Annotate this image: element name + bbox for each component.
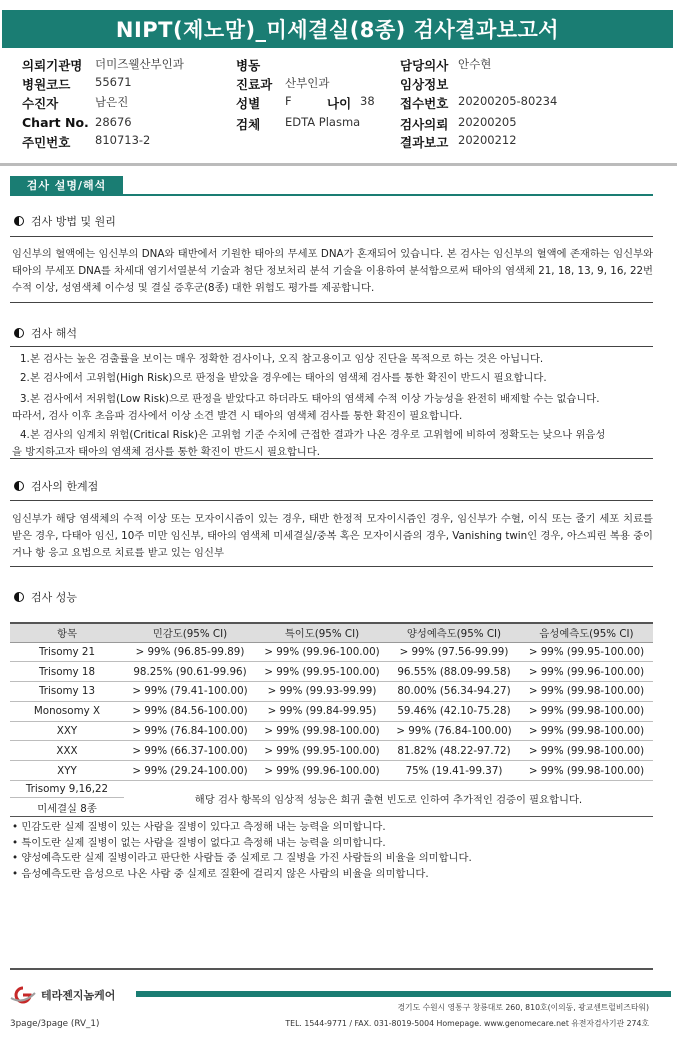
report-value: 20200212 — [458, 133, 517, 147]
footer-divider — [10, 968, 653, 970]
ward-label: 병동 — [236, 58, 261, 73]
table-cell: 98.25% (90.61-99.96) — [124, 662, 256, 682]
institution-label: 의뢰기관명 — [22, 58, 83, 73]
specimen-value: EDTA Plasma — [285, 115, 361, 129]
age-value: 38 — [360, 94, 375, 108]
table-row — [10, 761, 653, 781]
table-cell: > 99% (99.98-100.00) — [520, 721, 653, 741]
table-row — [10, 781, 653, 817]
item-trisomy-9-16-22: Trisomy 9,16,22 — [25, 782, 109, 795]
footnote: • 민감도란 실제 질병이 있는 사람을 질병이 있다고 측정해 내는 능력을 의미합니다. — [12, 821, 386, 833]
table-header-row — [10, 623, 653, 642]
divider — [10, 458, 653, 459]
table-cell: 59.46% (42.10-75.28) — [388, 701, 520, 721]
age-label: 나이 — [327, 96, 352, 111]
item-number: 2. — [20, 372, 30, 384]
table-cell: > 99% (97.56-99.99) — [388, 642, 520, 662]
footnotes — [12, 820, 653, 882]
table-row — [10, 642, 653, 662]
chart-value: 28676 — [95, 115, 132, 129]
report-title: NIPT(제노맘)_미세결실(8종) 검사결과보고서 — [2, 10, 673, 48]
table-row — [10, 701, 653, 721]
table-cell: > 99% (99.95-100.00) — [256, 662, 388, 682]
list-item — [12, 427, 653, 444]
request-label: 검사의뢰 — [400, 117, 449, 132]
code-value: 55671 — [95, 75, 132, 89]
table-cell: XXX — [10, 741, 124, 761]
g-logo-icon — [9, 985, 37, 1005]
item-text-continued: 을 방지하고자 태아의 염색체 검사를 통한 확진이 반드시 필요합니다. — [12, 446, 320, 458]
specimen-label: 검체 — [236, 117, 261, 132]
interpretation-list — [12, 351, 653, 461]
table-cell: XXY — [10, 721, 124, 741]
list-item — [12, 391, 653, 408]
company-contact: TEL. 1544-9771 / FAX. 031-8019-5004 Homepage. www.genomecare.net 유전자검사기관 274호 — [285, 1019, 649, 1028]
table-cell: > 99% (99.95-100.00) — [520, 642, 653, 662]
list-item — [12, 370, 653, 387]
table-cell: 81.82% (48.22-97.72) — [388, 741, 520, 761]
examinee-value: 남은진 — [95, 95, 129, 109]
id-value: 810713-2 — [95, 133, 151, 147]
column-header: 민감도(95% CI) — [124, 623, 256, 642]
table-cell: 80.00% (56.34-94.27) — [388, 682, 520, 702]
divider — [10, 302, 653, 303]
item-text: 본 검사에서 저위험(Low Risk)으로 판정을 받았다고 하더라도 태아의 염색체 수적 이상 가능성을 완전히 배제할 수는 없습니다. — [30, 393, 600, 405]
info-divider — [0, 163, 677, 166]
company-logo — [9, 985, 115, 1005]
divider — [10, 500, 653, 501]
table-cell: XYY — [10, 761, 124, 781]
performance-table — [10, 622, 653, 817]
table-cell: > 99% (99.98-100.00) — [520, 701, 653, 721]
item-text-continued: 따라서, 검사 이후 초음파 검사에서 이상 소견 발견 시 태아의 염색체 검사를 통한 확진이 필요합니다. — [12, 410, 463, 422]
accession-value: 20200205-80234 — [458, 94, 558, 108]
footnote: • 특이도란 실제 질병이 없는 사람을 질병이 없다고 측정해 내는 능력을 의미합니다. — [12, 836, 386, 849]
table-cell: > 99% (66.37-100.00) — [124, 741, 256, 761]
doctor-value: 안수현 — [458, 57, 492, 71]
report-label: 결과보고 — [400, 135, 449, 150]
performance-heading-text: 검사 성능 — [31, 591, 78, 604]
method-heading — [14, 213, 116, 229]
footnote: • 양성예측도란 실제 질병이라고 판단한 사람들 중 실제로 그 질병을 가진 사람들의 비율을 의미합니다. — [12, 852, 472, 864]
item-text: 본 검사는 높은 검출률을 보이는 매우 정확한 검사이나, 오직 참고용이고 임상 진단을 목적으로 하는 것은 아닙니다. — [30, 353, 544, 365]
column-header: 음성예측도(95% CI) — [520, 623, 653, 642]
examinee-label: 수진자 — [22, 96, 59, 111]
half-circle-icon — [14, 592, 24, 602]
company-address: 경기도 수원시 영통구 창룡대로 260, 810호(이의동, 광교센트럴비즈타워) — [397, 1003, 649, 1012]
divider — [10, 346, 653, 347]
code-label: 병원코드 — [22, 77, 71, 92]
company-name: 테라젠지놈케어 — [41, 989, 116, 1002]
list-item — [12, 351, 653, 368]
item-number: 4. — [20, 429, 30, 441]
chart-label: Chart No. — [22, 115, 89, 130]
item-number: 3. — [20, 393, 30, 405]
accession-label: 접수번호 — [400, 96, 449, 111]
divider — [10, 236, 653, 237]
table-row — [10, 741, 653, 761]
half-circle-icon — [14, 216, 24, 226]
table-cell: Trisomy 21 — [10, 642, 124, 662]
dept-value: 산부인과 — [285, 76, 330, 90]
table-cell: > 99% (84.56-100.00) — [124, 701, 256, 721]
table-cell: 75% (19.41-99.37) — [388, 761, 520, 781]
table-cell: Trisomy 13 — [10, 682, 124, 702]
performance-heading — [14, 589, 77, 605]
sex-label: 성별 — [236, 96, 261, 111]
half-circle-icon — [14, 328, 24, 338]
table-cell: > 99% (96.85-99.89) — [124, 642, 256, 662]
table-cell: > 99% (29.24-100.00) — [124, 761, 256, 781]
half-circle-icon — [14, 481, 24, 491]
table-cell: Trisomy 18 — [10, 662, 124, 682]
limitations-heading-text: 검사의 한계점 — [31, 480, 99, 493]
divider — [10, 566, 653, 567]
patient-info — [0, 54, 677, 154]
table-cell: > 99% (99.84-99.95) — [256, 701, 388, 721]
table-cell: > 99% (99.95-100.00) — [256, 741, 388, 761]
column-header: 특이도(95% CI) — [256, 623, 388, 642]
request-value: 20200205 — [458, 115, 517, 129]
institution-value: 더미즈웰산부인과 — [95, 57, 184, 71]
table-cell: > 99% (99.98-100.00) — [256, 721, 388, 741]
item-number: 1. — [20, 353, 30, 365]
page-number: 3page/3page (RV_1) — [10, 1019, 100, 1029]
limitations-heading — [14, 478, 98, 494]
item-microdeletion: 미세결실 8종 — [10, 797, 124, 815]
method-heading-text: 검사 방법 및 원리 — [31, 215, 116, 228]
table-cell: > 99% (99.98-100.00) — [520, 682, 653, 702]
table-cell: > 99% (99.93-99.99) — [256, 682, 388, 702]
id-label: 주민번호 — [22, 135, 71, 150]
table-cell: 96.55% (88.09-99.58) — [388, 662, 520, 682]
interpretation-heading-text: 검사 해석 — [31, 327, 78, 340]
table-cell: > 99% (99.96-100.00) — [256, 642, 388, 662]
table-cell: > 99% (76.84-100.00) — [388, 721, 520, 741]
table-row — [10, 682, 653, 702]
table-cell: > 99% (99.96-100.00) — [520, 662, 653, 682]
table-cell — [10, 781, 124, 817]
table-row — [10, 662, 653, 682]
section-rule — [10, 194, 653, 196]
table-row — [10, 721, 653, 741]
method-text: 임신부의 혈액에는 임신부의 DNA와 태반에서 기원한 태아의 무세포 DNA가 혼재되어 있습니다. 본 검사는 임신부의 혈액에 존재하는 임신부와 태아의 무세포 DNA를 차세대 염기서열분석 기술과 첨단 정보처리 분석 기술을 이용하여 분석함으로써 태아의 염색체 21, 18, 13, 9, 16, 22번 수적 이상, 성염색체 이수성 및 결실 증후군(8종) 대한 위험도 평가를 제공합니다. — [12, 248, 653, 294]
section-tab: 검사 설명/해석 — [10, 176, 123, 194]
clinical-label: 임상정보 — [400, 77, 449, 92]
table-cell: > 99% (76.84-100.00) — [124, 721, 256, 741]
table-cell: > 99% (99.96-100.00) — [256, 761, 388, 781]
item-text: 본 검사에서 고위험(High Risk)으로 판정을 받았을 경우에는 태아의 염색체 검사를 통한 확진이 반드시 필요합니다. — [30, 372, 547, 384]
limitations-text: 임신부가 해당 염색체의 수적 이상 또는 모자이시즘이 있는 경우, 태반 한정적 모자이시즘인 경우, 임신부가 수혈, 이식 또는 줄기 세포 치료를 받은 경우, 다태아 임신, 10주 미만 임신부, 태아의 염색체 미세결실/중복 혹은 모자이시즘의 경우, Vanishing twin인 경우, 아스피린 복용 중이거나 항 응고 요법으로 치료를 받고 있는 임신부 — [12, 513, 653, 559]
dept-label: 진료과 — [236, 77, 273, 92]
sex-value: F — [285, 94, 292, 108]
footer-bar — [136, 991, 671, 997]
table-cell: > 99% (99.98-100.00) — [520, 741, 653, 761]
performance-note: 해당 검사 항목의 임상적 성능은 희귀 출현 빈도로 인하여 추가적인 검증이 필요합니다. — [124, 781, 653, 817]
doctor-label: 담당의사 — [400, 58, 449, 73]
footnote: • 음성예측도란 음성으로 나온 사람 중 실제로 질환에 걸리지 않은 사람의 비율을 의미합니다. — [12, 867, 429, 880]
table-cell: Monosomy X — [10, 701, 124, 721]
table-cell: > 99% (99.98-100.00) — [520, 761, 653, 781]
item-text: 본 검사의 임계치 위험(Critical Risk)은 고위험 기준 수치에 근접한 결과가 나온 경우로 고위험에 비하여 정확도는 낮으나 위음성 — [30, 429, 606, 441]
table-cell: > 99% (79.41-100.00) — [124, 682, 256, 702]
column-header: 항목 — [10, 623, 124, 642]
interpretation-heading — [14, 325, 77, 341]
column-header: 양성예측도(95% CI) — [388, 623, 520, 642]
